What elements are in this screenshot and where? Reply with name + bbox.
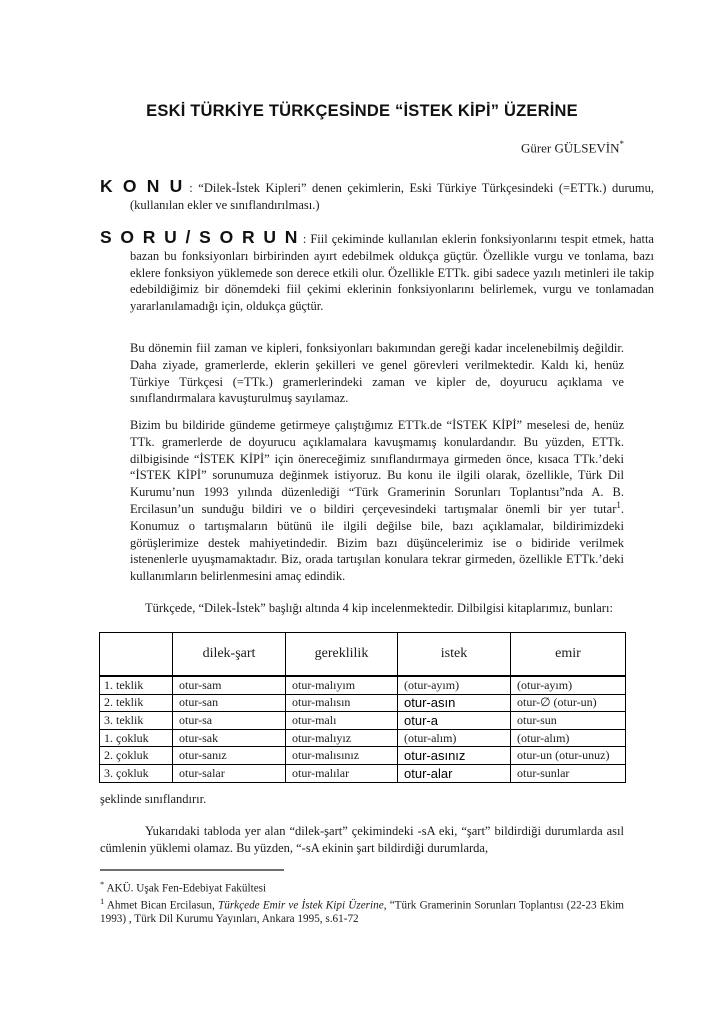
person-label: 2. çokluk: [100, 747, 173, 765]
footnote-reference-1: 1: [616, 499, 621, 510]
table-row: [100, 747, 626, 765]
cell-gereklilik: otur-malı: [286, 712, 398, 730]
footnote-author-mark: *: [100, 879, 105, 889]
person-label: 3. çokluk: [100, 764, 173, 782]
table-header-gereklilik: gereklilik: [286, 633, 398, 677]
paragraph-table-intro: Türkçede, “Dilek-İstek” başlığı altında 4 kip incelenmektedir. Dilbilgisi kitaplarımız, bunları:: [145, 601, 613, 615]
person-label: 2. teklik: [100, 694, 173, 712]
paragraph-istek-kipi-text-cont: . Konumuz o tartışmaların bütünü ile ilgili değilse bile, bazı açıklamalar, bildirimizdeki görüşlerimize destek mahiyetindedir. Bizim bazı düşüncelerimiz ise o bidiride verilmek istenenlerle uyuşmamaktadır. Biz, orada tartışılan konulara tekrar girmeden, özellikle ETTk.’deki kullanımların belirlenmesini amaç edindik.: [130, 501, 624, 584]
table-row: [100, 729, 626, 747]
person-label: 3. teklik: [100, 712, 173, 730]
soru-text: Fiil çekiminde kullanılan eklerin fonksiyonlarını tespit etmek, hatta bazan bu fonksiyonları birbirinden ayırt edebilmek oldukça güçtür. Özellikle vurgu ve tonlama, bazı eklere fonksiyon yüklemede son derece etkili olur. Özellikle ETTk. gibi sadece yazılı metinleri ile takip edebildiğimiz bir dönemdeki fiil çekimi eklerinin fonksiyonlarını belirlemek, vurgu ve tonlamadan yararlanılamadığı için, oldukça güçtür.: [130, 232, 654, 314]
table-header-emir: emir: [511, 633, 626, 677]
table-row: [100, 676, 626, 694]
footnote-reference: [100, 895, 624, 927]
author-line: [100, 139, 624, 156]
author-name: Gürer GÜLSEVİN: [520, 140, 620, 156]
table-header-empty: [100, 633, 173, 677]
paragraph-dilek-sart: Yukarıdaki tabloda yer alan “dilek-şart” çekimindeki -sA eki, “şart” bildirdiği durumlarda asıl cümlenin yüklemi olamaz. Bu yüzden, “-sA ekinin şart bildirdiği durumlarda,: [100, 824, 624, 855]
paragraph-overview: Bu dönemin fiil zaman ve kipleri, fonksiyonları bakımından gereği kadar incelenebilmiş değildir. Daha ziyade, gramerlerde, eklerin şekilleri ve genel görevleri verilmektedir. Kaldı ki, henüz Türkiye Türkçesi (=TTk.) gramerlerindeki zaman ve kipler de, doyurucu açıklama ve sınıflandırmalara kavuşturulmuş sayılamaz.: [130, 341, 624, 406]
paragraph-after-table: şeklinde sınıflandırır.: [100, 792, 207, 806]
footnote-reference-mark: 1: [100, 896, 105, 906]
cell-gereklilik: otur-malıyım: [286, 676, 398, 694]
soru-section: [100, 229, 654, 315]
cell-emir: otur-∅ (otur-un): [511, 694, 626, 712]
cell-istek: otur-asınız: [398, 747, 511, 765]
cell-dilek-sart: otur-san: [173, 694, 286, 712]
cell-istek: otur-alar: [398, 764, 511, 782]
cell-gereklilik: otur-malısın: [286, 694, 398, 712]
table-row: [100, 694, 626, 712]
paragraph-istek-kipi: [130, 417, 624, 585]
table-header-row: [100, 633, 626, 677]
cell-dilek-sart: otur-sam: [173, 676, 286, 694]
cell-emir: (otur-alım): [511, 729, 626, 747]
footnote-reference-post: , “Türk Gramerinin Sorunları Toplantısı (22-23 Ekim 1993) , Türk Dil Kurumu Yayınları, Ankara 1995, s.61-72: [100, 899, 625, 926]
cell-istek: otur-a: [398, 712, 511, 730]
cell-istek: (otur-ayım): [398, 676, 511, 694]
cell-dilek-sart: otur-sanız: [173, 747, 286, 765]
cell-emir: (otur-ayım): [511, 676, 626, 694]
cell-dilek-sart: otur-sa: [173, 712, 286, 730]
table-row: [100, 764, 626, 782]
cell-dilek-sart: otur-sak: [173, 729, 286, 747]
table-row: [100, 712, 626, 730]
cell-gereklilik: otur-malıyız: [286, 729, 398, 747]
konu-text: “Dilek-İstek Kipleri” denen çekimlerin, Eski Türkiye Türkçesindeki (=ETTk.) durumu, (kullanılan ekler ve sınıflandırılması.): [130, 181, 654, 212]
footnote-reference-title: Türkçede Emir ve İstek Kipi Üzerine: [218, 899, 384, 912]
cell-emir: otur-sun: [511, 712, 626, 730]
konu-section: [100, 178, 654, 214]
konu-separator: :: [183, 181, 199, 195]
cell-emir: otur-sunlar: [511, 764, 626, 782]
page-title: ESKİ TÜRKİYE TÜRKÇESİNDE “İSTEK KİPİ” ÜZERİNE: [146, 102, 578, 120]
cell-dilek-sart: otur-salar: [173, 764, 286, 782]
person-label: 1. teklik: [100, 676, 173, 694]
footnote-author: [100, 878, 624, 896]
author-footnote-mark: *: [619, 139, 624, 149]
conjugation-table: [99, 632, 626, 783]
footnote-divider: [100, 869, 284, 871]
table-header-dilek-sart: dilek-şart: [173, 633, 286, 677]
cell-istek: otur-asın: [398, 694, 511, 712]
footnote-reference-pre: Ahmet Bican Ercilasun,: [106, 899, 218, 912]
soru-heading: S O R U / S O R U N: [100, 227, 299, 247]
person-label: 1. çokluk: [100, 729, 173, 747]
footnote-author-text: AKÜ. Uşak Fen-Edebiyat Fakültesi: [106, 882, 267, 895]
cell-emir: otur-un (otur-unuz): [511, 747, 626, 765]
cell-gereklilik: otur-malısınız: [286, 747, 398, 765]
paragraph-istek-kipi-text: Bizim bu bildiride gündeme getirmeye çalıştığımız ETTk.de “İSTEK KİPİ” meselesi de, henüz TTk. gramerlerde de doyurucu açıklamalara kavuşmamış konulardandır. Bu yüzden, ETTk. dilbigisinde “İSTEK KİPİ” için önereceğimiz sınıflandırmaya girmeden önce, kısaca TTk.’deki “İSTEK KİPİ” sorunumuza değinmek istiyoruz. Bu konu ile ilgili olarak, özellikle, Türk Dil Kurumu’nun 1993 yılında düzenlediği “Türk Gramerinin Sorunları Toplantısı”nda A. B. Ercilasun’un sunduğu bildiri ve o bildiri çerçevesindeki tartışmalar önemli bir yer tutar: [130, 418, 624, 516]
konu-heading: K O N U: [100, 176, 184, 196]
cell-gereklilik: otur-malılar: [286, 764, 398, 782]
table-header-istek: istek: [398, 633, 511, 677]
cell-istek: (otur-alım): [398, 729, 511, 747]
soru-separator: :: [298, 232, 311, 246]
